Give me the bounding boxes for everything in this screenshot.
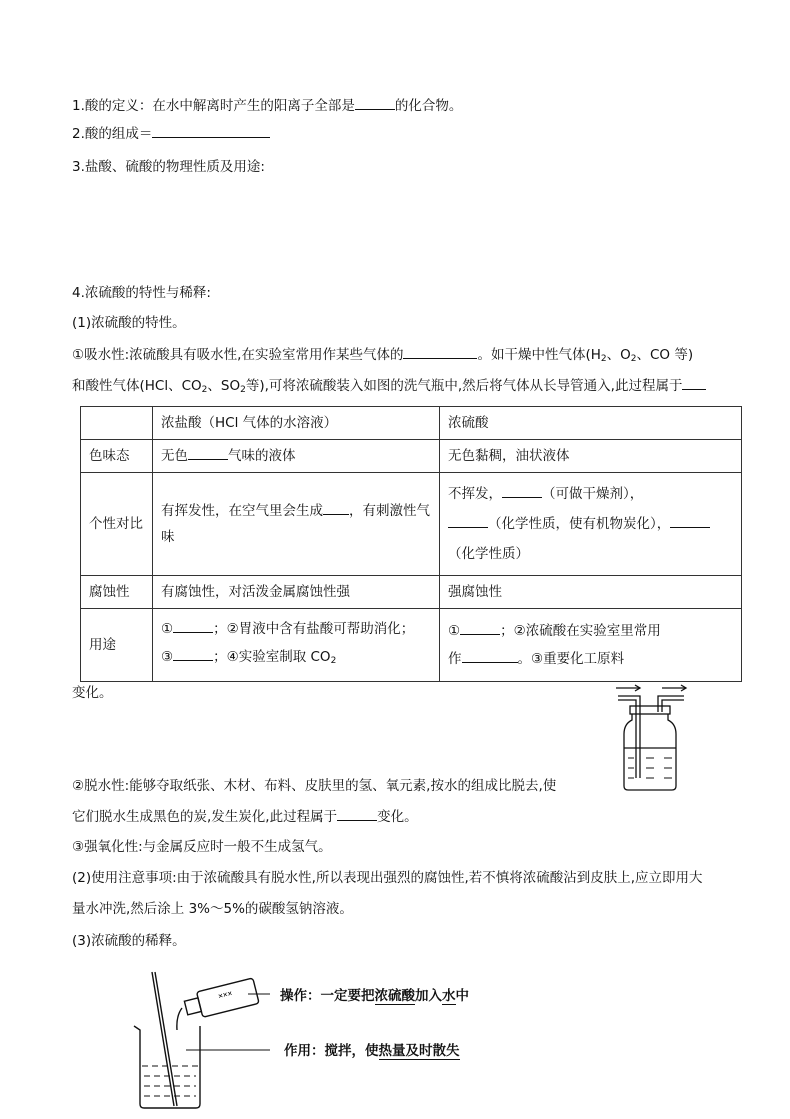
text: 操作：一定要把 [280, 988, 375, 1004]
water-absorption-line [72, 345, 693, 368]
table-header-h2so4: 浓硫酸 [440, 407, 742, 440]
row-label [81, 473, 153, 576]
underlined-text: 水 [442, 988, 456, 1004]
text: 中 [455, 988, 469, 1004]
question-3: 3.盐酸、硫酸的物理性质及用途: [72, 159, 265, 175]
table-cell [153, 440, 440, 473]
precautions-line-2: 量水冲洗,然后涂上 3%～5%的碳酸氢钠溶液。 [72, 901, 353, 917]
text: 作 [448, 651, 462, 667]
question-2 [72, 124, 270, 143]
question-1 [72, 96, 462, 115]
answer-blank[interactable] [173, 647, 213, 661]
properties-table [80, 406, 742, 682]
table-cell [153, 609, 440, 682]
text: 。如干燥中性气体(H [477, 347, 601, 363]
table-row [81, 576, 742, 609]
text: 作用：搅拌，使 [284, 1043, 379, 1059]
answer-blank[interactable] [448, 514, 488, 528]
text: ①吸水性:浓硫酸具有吸水性,在实验室常用作某些气体的 [72, 347, 404, 363]
dehydration-line-2 [72, 807, 418, 826]
table-cell: 有腐蚀性，对活泼金属腐蚀性强 [153, 576, 440, 609]
dilution-operation [280, 987, 469, 1005]
row-label: 用途 [81, 609, 153, 682]
text: 变化。 [377, 809, 418, 825]
text: 、SO [207, 378, 241, 394]
text: 不挥发， [448, 486, 502, 502]
text: （化学性质） [448, 546, 529, 562]
change-text: 变化。 [72, 685, 113, 701]
text: 它们脱水生成黑色的炭,发生炭化,此过程属于 [72, 809, 338, 825]
text: 气味的液体 [228, 448, 296, 464]
table-cell [440, 609, 742, 682]
table-row [81, 473, 742, 576]
acid-stream [177, 1008, 182, 1030]
dehydration-line: ②脱水性:能够夺取纸张、木材、布料、皮肤里的氢、氧元素,按水的组成比脱去,使 [72, 778, 557, 794]
answer-blank[interactable] [502, 484, 542, 498]
precautions-line: (2)使用注意事项:由于浓硫酸具有脱水性,所以表现出强烈的腐蚀性,若不慎将浓硫酸沾到皮肤上,应立即用大 [72, 870, 703, 886]
table-cell: 无色黏稠，油状液体 [440, 440, 742, 473]
answer-blank[interactable] [173, 619, 213, 633]
section-4-1: (1)浓硫酸的特性。 [72, 315, 186, 331]
answer-blank[interactable] [337, 807, 377, 821]
subscript: 2 [240, 385, 246, 395]
question-4: 4.浓硫酸的特性与稀释: [72, 285, 211, 301]
text: 。③重要化工原料 [517, 651, 625, 667]
text: 等),可将浓硫酸装入如图的洗气瓶中,然后将气体从长导管通入,此过程属于 [245, 378, 683, 394]
answer-blank[interactable] [462, 649, 518, 663]
q1-text-end: 的化合物。 [394, 98, 463, 114]
table-cell: 强腐蚀性 [440, 576, 742, 609]
table-cell [440, 473, 742, 576]
text: 、O [606, 347, 631, 363]
table-header-hcl: 浓盐酸（HCl 气体的水溶液） [153, 407, 440, 440]
subscript: 2 [330, 656, 337, 666]
subscript: 2 [600, 354, 607, 364]
text: ；②胃液中含有盐酸可帮助消化； [213, 621, 415, 637]
text: ① [161, 621, 174, 637]
row-label: 色味态 [81, 440, 153, 473]
text: 、CO 等) [636, 347, 694, 363]
answer-blank[interactable] [355, 96, 395, 110]
text: 有挥发性，在空气里会生成 [161, 503, 323, 519]
table-cell [153, 473, 440, 576]
subscript: 2 [201, 385, 208, 395]
answer-blank[interactable] [682, 376, 706, 390]
text: ③ [161, 649, 174, 665]
long-tube [618, 696, 640, 778]
dilution-purpose [284, 1042, 460, 1060]
answer-blank[interactable] [670, 514, 710, 528]
bottle-label: ××× [217, 988, 234, 1001]
underlined-text: 热量及时散失 [378, 1043, 460, 1059]
table-row [81, 440, 742, 473]
q2-text: 2.酸的组成＝ [72, 126, 153, 142]
text: ；④实验室制取 CO [213, 649, 331, 665]
acid-gas-line [72, 376, 706, 399]
text: （化学性质，使有机物炭化）， [488, 516, 671, 532]
table-row [81, 609, 742, 682]
answer-blank[interactable] [403, 345, 477, 359]
answer-blank[interactable] [323, 501, 349, 515]
table-cell [81, 407, 153, 440]
subscript: 2 [630, 354, 637, 364]
dilution-heading: (3)浓硫酸的稀释。 [72, 933, 186, 949]
text: ，有刺激性气味 [161, 503, 430, 545]
row-label: 腐蚀性 [81, 576, 153, 609]
text: ；②浓硫酸在实验室里常用 [500, 623, 661, 639]
dilution-diagram [130, 970, 270, 1112]
answer-blank[interactable] [152, 124, 270, 138]
oxidation-line: ③强氧化性:与金属反应时一般不生成氢气。 [72, 839, 332, 855]
bottle [624, 714, 676, 790]
long-tube-inner [618, 700, 636, 778]
gas-washing-bottle-figure [606, 678, 696, 796]
text: 和酸性气体(HCl、CO [72, 378, 202, 394]
text: 个性对比 [89, 516, 143, 532]
q1-text: 1.酸的定义：在水中解离时产生的阳离子全部是 [72, 98, 355, 114]
underlined-text: 浓硫酸 [374, 988, 415, 1004]
text: 无色 [161, 448, 188, 464]
answer-blank[interactable] [188, 446, 228, 460]
text: 加入 [415, 988, 442, 1004]
text: （可做干燥剂）， [542, 486, 644, 502]
text: ① [448, 623, 461, 639]
table-header-row [81, 407, 742, 440]
answer-blank[interactable] [460, 621, 500, 635]
